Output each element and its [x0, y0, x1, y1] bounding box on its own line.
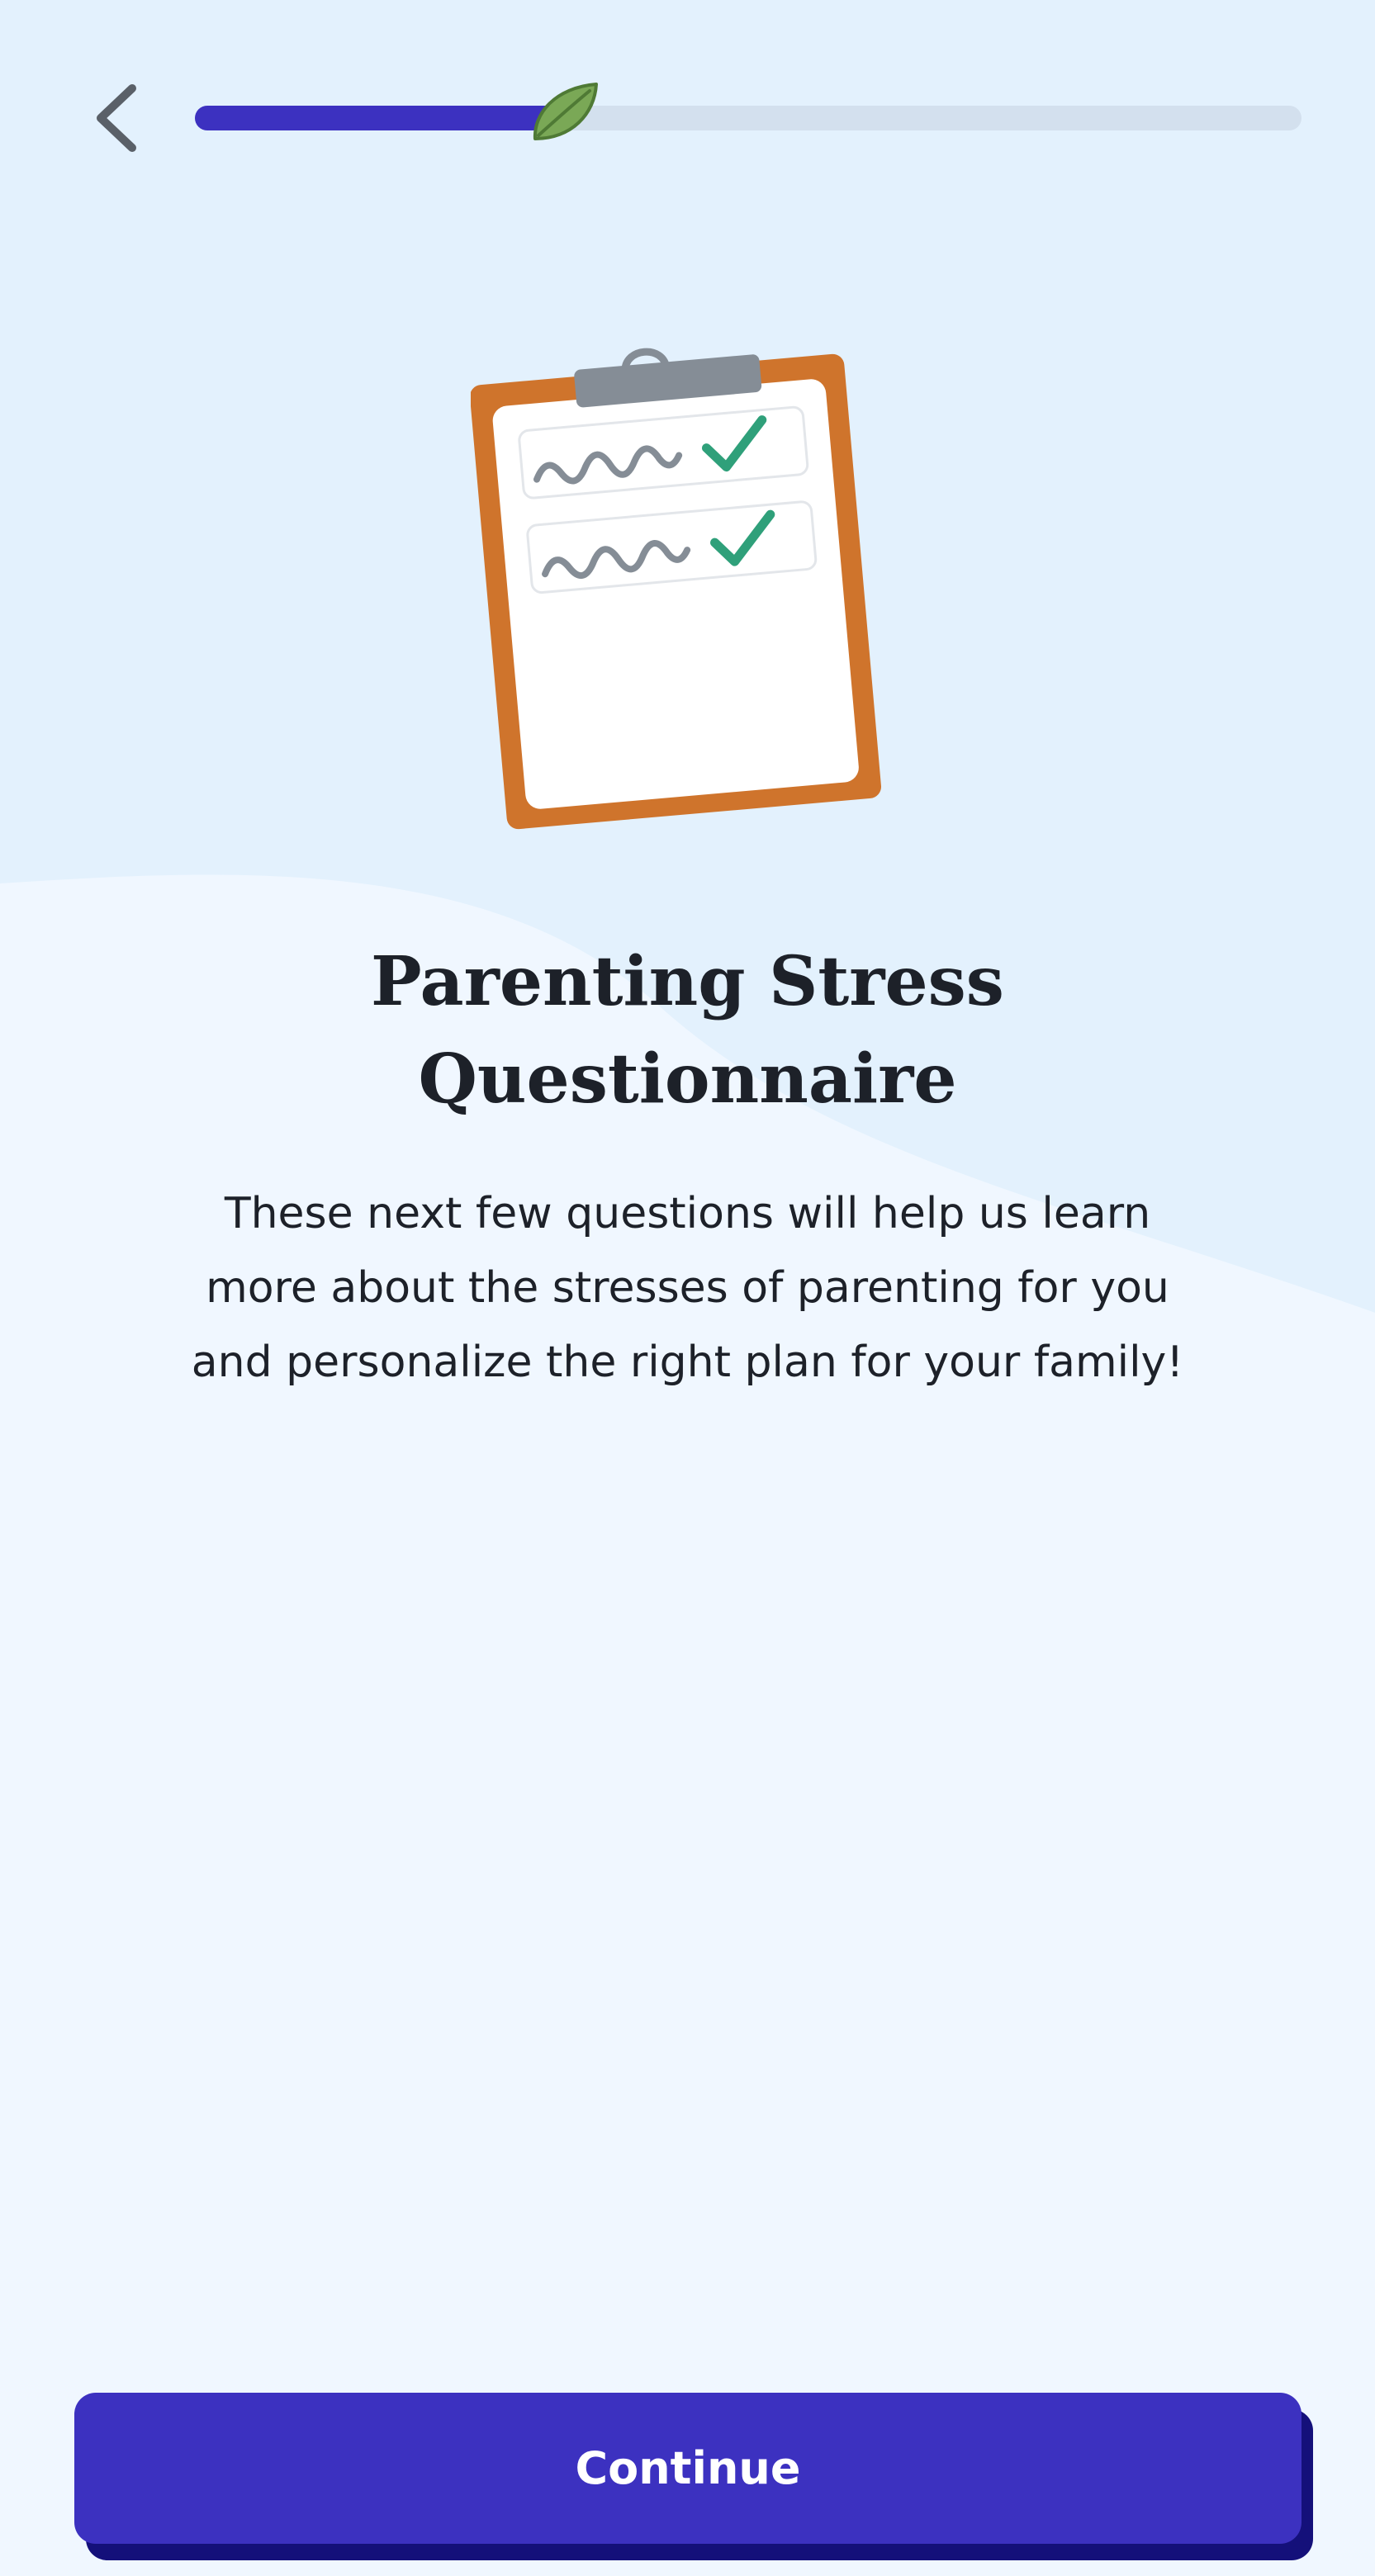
back-button[interactable] — [83, 78, 149, 158]
page-description: These next few questions will help us learn more about the stresses of parenting for you and personalize the right plan for your family! — [191, 1189, 1184, 1387]
page-title: Parenting Stress Questionnaire — [371, 942, 1004, 1119]
leaf-icon — [530, 81, 600, 144]
progress-bar-fill — [195, 106, 571, 130]
progress-bar — [195, 106, 1302, 130]
chevron-left-icon — [83, 78, 149, 158]
continue-button[interactable]: Continue — [74, 2393, 1302, 2544]
clipboard-checklist-icon — [471, 334, 908, 838]
